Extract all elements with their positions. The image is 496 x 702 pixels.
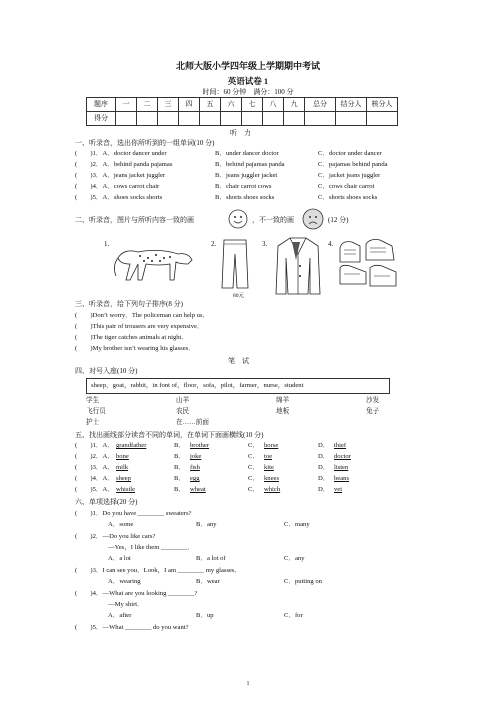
s1-item-3-c: C．jacket jeans juggler (318, 172, 381, 179)
score-cell[interactable] (179, 112, 200, 126)
s5-option-letter: D． (318, 475, 330, 482)
s6-question-3: ( )3．I can see you．Look，I am ________ my glasses． (75, 567, 242, 574)
s3-item-3: ( )The tiger catches animals at night． (75, 334, 188, 341)
s5-option-letter: B． (174, 464, 185, 471)
s5-item-word: toe (264, 453, 273, 460)
written-heading: 笔 试 (228, 357, 249, 365)
s5-item-word: beans (334, 475, 350, 482)
s5-item-num: ( )5．A． (75, 486, 114, 493)
time-info: 时间：60 分钟 满分：100 分 (202, 88, 294, 96)
exam-title: 北师大版小学四年级上学期期中考试 (175, 61, 320, 71)
s1-item-2-a: ( )2．A．behind panda pajamas (75, 161, 173, 168)
pic-label-1: 1. (104, 240, 110, 248)
s6-question-5: ( )5．—What ________ do you want? (75, 624, 189, 631)
section2-heading-c: (12 分) (328, 216, 349, 224)
s5-option-letter: B． (174, 442, 185, 449)
s4-cell: 农民 (176, 408, 190, 415)
s5-item-num: ( )3．A． (75, 464, 114, 471)
pic-label-2: 2. (211, 240, 217, 248)
s5-item-word: knees (264, 475, 280, 482)
s6-option: A．a lot (108, 555, 131, 562)
s6-question-4: ( )4．—What are you looking ________? (75, 590, 198, 597)
score-row-label: 得分 (87, 112, 116, 126)
s5-item-word: fish (190, 464, 200, 471)
score-table (86, 97, 398, 126)
shoes-illustration (336, 238, 398, 292)
score-cell[interactable] (137, 112, 158, 126)
score-header-cell: 核分人 (367, 98, 398, 112)
sad-face-icon (302, 208, 324, 230)
s6-option: A．after (108, 612, 132, 619)
s1-item-1-c: C．doctor under dancer (318, 150, 382, 157)
s6-question-2-reply: —Yes，I like them ________． (108, 544, 194, 551)
s6-option: A．some (108, 521, 134, 528)
score-header-cell: 结分人 (336, 98, 367, 112)
s6-option: A．wearing (108, 578, 141, 585)
s6-option: C．putting on (284, 578, 322, 585)
score-cell[interactable] (242, 112, 263, 126)
page-number: 1 (246, 681, 250, 687)
s6-option: B．any (196, 521, 217, 528)
score-cell[interactable] (221, 112, 242, 126)
price-label: 80元 (233, 293, 245, 299)
score-cell[interactable] (200, 112, 221, 126)
score-header-cell: 五 (200, 98, 221, 112)
score-header-cell: 七 (242, 98, 263, 112)
s1-item-1-a: ( )1．A．doctor dancer under (75, 150, 167, 157)
s5-item-word: bone (116, 453, 129, 460)
s4-cell: 地板 (276, 408, 290, 415)
score-header-cell: 一 (116, 98, 137, 112)
score-header-cell: 九 (284, 98, 305, 112)
s5-option-letter: B． (174, 475, 185, 482)
s5-item-word: vet (334, 486, 343, 493)
s5-item-num: ( )2．A． (75, 453, 114, 460)
s6-option: C．for (284, 612, 303, 619)
score-header-cell: 四 (179, 98, 200, 112)
score-cell[interactable] (284, 112, 305, 126)
s4-cell: 在……前面 (176, 419, 209, 426)
s6-option: C．many (284, 521, 310, 528)
s1-item-2-c: C．pajamas behind panda (318, 161, 388, 168)
section6-heading: 六、单项选择(20 分) (75, 498, 138, 506)
score-header-cell: 八 (263, 98, 284, 112)
s5-option-letter: C． (248, 475, 259, 482)
s1-item-4-a: ( )4．A．cows carrot chair (75, 183, 160, 190)
s3-item-1: ( )Don’t worry．The policeman can help us． (75, 312, 210, 319)
s5-item-word: horse (264, 442, 279, 449)
s5-option-letter: D． (318, 442, 330, 449)
score-header-cell: 六 (221, 98, 242, 112)
score-table-score-row (87, 112, 398, 126)
s5-item-word: egg (190, 475, 200, 482)
s3-item-4: ( )My brother isn’t wearing his glasses． (75, 345, 195, 352)
section4-heading: 四、对号入座(10 分) (75, 367, 138, 375)
s6-option: B．wear (196, 578, 220, 585)
s1-item-5-b: B．shorts shoes socks (215, 194, 275, 201)
jacket-illustration (274, 236, 322, 296)
s5-item-word: whistle (116, 486, 136, 493)
s4-cell: 飞行员 (86, 408, 106, 415)
section2-heading-b: ，不一致的画 (252, 216, 294, 224)
score-cell[interactable] (367, 112, 398, 126)
trousers-illustration (220, 238, 250, 290)
score-cell[interactable] (116, 112, 137, 126)
s4-cell: 山羊 (176, 397, 190, 404)
s5-option-letter: D． (318, 453, 330, 460)
s5-item-word: milk (116, 464, 129, 471)
score-header-cell: 二 (137, 98, 158, 112)
s5-option-letter: B． (174, 486, 185, 493)
cheetah-illustration (110, 236, 200, 286)
s4-cell: 兔子 (366, 408, 380, 415)
s4-cell: 护士 (86, 419, 100, 426)
s1-item-3-b: B．jeans juggler jacket (215, 172, 278, 179)
s5-item-word: doctor (334, 453, 351, 460)
section1-heading: 一、听录音，选出你所听到的一组单词(10 分) (75, 139, 215, 147)
score-cell[interactable] (263, 112, 284, 126)
s5-item-num: ( )1．A． (75, 442, 114, 449)
s5-item-word: listen (334, 464, 349, 471)
s5-option-letter: D． (318, 486, 330, 493)
word-bank-box (86, 378, 390, 394)
score-header-cell: 三 (158, 98, 179, 112)
score-cell[interactable] (305, 112, 336, 126)
s6-option: C．any (284, 555, 305, 562)
s5-item-num: ( )4．A． (75, 475, 114, 482)
s4-cell: 绵羊 (276, 397, 290, 404)
pic-label-3: 3. (262, 240, 268, 248)
s6-question-4-reply: —My shirt． (108, 601, 144, 608)
s5-item-word: thief (334, 442, 347, 449)
s1-item-3-a: ( )3．A．jeans jacket juggler (75, 172, 166, 179)
s5-item-word: wheat (190, 486, 206, 493)
listening-heading: 听 力 (230, 129, 251, 137)
section3-heading: 三、听录音，给下列句子排序(8 分) (75, 300, 183, 308)
exam-subtitle: 英语试卷 1 (227, 76, 269, 86)
s5-option-letter: C． (248, 442, 259, 449)
s1-item-4-b: B．chair carrot cows (215, 183, 272, 190)
s1-item-1-b: B．under dancer doctor (215, 150, 279, 157)
section2-heading-a: 二、听录音，图片与所听内容一致的画 (75, 216, 194, 224)
s1-item-5-a: ( )5．A．shoes socks shorts (75, 194, 163, 201)
s5-option-letter: D． (318, 464, 330, 471)
s6-option: B．a lot of (196, 555, 226, 562)
s6-question-2: ( )2．—Do you like cars? (75, 533, 156, 540)
s5-option-letter: C． (248, 464, 259, 471)
s1-item-5-c: C．shorts shoes socks (318, 194, 378, 201)
score-header-cell: 题序 (87, 98, 116, 112)
smiley-face-icon (228, 209, 248, 229)
s3-item-2: ( )This pair of trousers are very expensive． (75, 323, 204, 330)
score-cell[interactable] (158, 112, 179, 126)
score-cell[interactable] (336, 112, 367, 126)
s5-item-word: grandfather (116, 442, 147, 449)
word-bank-text: sheep，goat，rabbit，in font of，floor，sofa，pilot，farmer，nurse，student (91, 382, 304, 389)
pic-label-4: 4. (328, 240, 334, 248)
section5-heading: 五、找出画线部分读音不同的单词，在单词下面画横线(10 分) (75, 431, 264, 439)
s1-item-2-b: B．behind pajamas panda (215, 161, 285, 168)
s1-item-4-c: C．cows chair carrot (318, 183, 375, 190)
s5-option-letter: B． (174, 453, 185, 460)
s5-option-letter: C． (248, 486, 259, 493)
score-table-header-row (87, 98, 398, 112)
s6-question-1: ( )1．Do you have ________ sweaters? (75, 510, 192, 517)
s5-item-word: sheep (116, 475, 132, 482)
s5-option-letter: C． (248, 453, 259, 460)
s6-option: B．up (196, 612, 214, 619)
s4-cell: 学生 (86, 397, 100, 404)
s5-item-word: kite (264, 464, 274, 471)
s5-item-word: joke (190, 453, 202, 460)
s5-item-word: brother (190, 442, 210, 449)
s4-cell: 沙发 (366, 397, 380, 404)
s5-item-word: which (264, 486, 281, 493)
score-header-cell: 总分 (305, 98, 336, 112)
